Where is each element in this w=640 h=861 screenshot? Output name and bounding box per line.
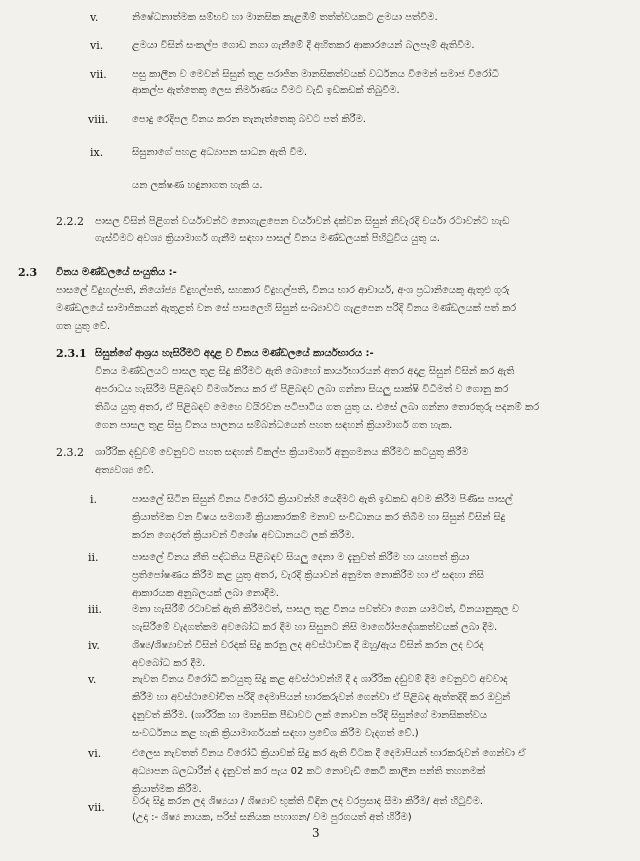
list-item-text: අධ්‍යාපන බලධාරීන් ද දැනුවත් කර පැය 02 කට නොවැඩි කෙටි කාලීන පන්ති තහනමක්: [132, 766, 486, 777]
list-item-text: නිෂේධනාත්මක සම්භව හා මානසික කැළඹීම් තත්ත්වයකට ළමයා පත්වීම.: [132, 12, 438, 23]
item-number: vi.: [88, 747, 102, 760]
item-number: vii.: [88, 801, 105, 814]
paragraph-line: අපරාධය හැසිරීම පිළිබඳව විමර්ශනය කර ඒ පිළිබඳව ලබා ගන්නා සියලු සාක්ෂි විධිමත් ව ගොනු කර: [95, 384, 509, 395]
section-number: 2.3.2: [56, 446, 84, 459]
list-item-text: පසු කාලීන ව මෙවන් සිසුන් තුළ පරාජිත මානසිකත්වයක් වර්ධනය වීමෙන් සමාජ විරෝධී: [132, 69, 499, 80]
list-item-text: ආකාරයක අනුබලයක් ලබා නොදීම.: [132, 588, 279, 599]
paragraph-line: තිබිය යුතු අතර, ඒ පිළිබඳව මෙහෙ වයිරවන පටිපාටිය ගත යුතු ය. එසේ ලබා ගන්නා තොරතුරු පදනම් කර: [95, 402, 540, 413]
list-item-text: සංවර්ධනය කළ හැකි ක්‍රියාමාර්ගයක් සඳහා ප්‍රවේශ කිරීම වැදගත් වේ.): [132, 728, 419, 739]
paragraph-line: පාසල විසින් පිළිගත් වර්යාවන්ට නොගැළපෙන වර්යාවන් දක්වන සිසුන් නිවැරදි චර්යා රටාවන්ට හැඩ: [95, 216, 510, 227]
item-number: ix.: [90, 146, 104, 159]
list-item-text: (උදා :- ශිෂ්‍ය නායක, පරිස් සනියක පහාගන/ වම පුරගයත් අත් හිරීම): [132, 812, 412, 823]
list-item-text: කරන ගෙදරත් ක්‍රියාවන් විශේෂ අවධානයට ලක් කිරීම.: [132, 530, 355, 541]
list-item-text: හැසිරීමේ වැදගත්කම අවබෝධ කර දීම හා සිසුනට නිසි මාර්ගෝපදේශකත්වයක් ලබා දීම.: [132, 622, 498, 633]
list-item-text: පාසලේ විනය නීති පද්ධතිය පිළිබඳව සියලු දෙනා ම දැනුවත් කිරීම හා යහපත් ක්‍රියා: [132, 552, 470, 563]
section-heading: විනය මණ්ඩලයේ සංයුතිය :-: [56, 267, 177, 278]
list-item-text: එලෙස නැවතත් විනය විරෝධී ක්‍රියාවක් සිදු කර ඇති විටක දී දෙමාපියන් භාරකරුවන් ගෙන්වා ඒ: [132, 748, 526, 759]
list-item-text: දැනුවත් කිරීම. (ශාරීරික හා මානසික පීඩාවට ලක් නොවන පරිදි සිසුන්ගේ මානසිකත්වය: [132, 710, 488, 721]
list-item-text: වරද සිදු කරන ලද ශිෂ්‍යයා / ශිෂ්‍යාව භුක්ති විඳින ලද වරප්‍රසාද සීමා කිරීම/ අත් හිටුවීම.: [132, 796, 484, 807]
item-number: iii.: [88, 603, 103, 616]
item-number: ii.: [88, 551, 99, 564]
paragraph-line: අත්‍යවශ්‍ය වේ.: [95, 465, 154, 476]
paragraph-line: ශාරීරික දඬුවම් වෙනුවට පහත සඳහන් විකල්ප ක්‍රියාමාර්ග අනුගමනය කිරීමට කටයුතු කිරීම: [95, 447, 469, 458]
paragraph-line: පාසලේ විදුහල්පති, නියෝජ්‍ය විදුහල්පති, සහකාර විදුහල්පති, විනය භාර ආචාර්ය, අංශ ප්‍රධානියෙකු ඇතුළු ගුරු: [56, 285, 510, 296]
list-item-text: ක්‍රියාත්මක කිරීම.: [132, 784, 202, 795]
list-item-text: පොදු රෙදිපල විනය කරන තැනැත්තෙකු බවට පත් කිරීම.: [132, 114, 366, 125]
list-item-text: මනා හැසිරීම් රටාවක් ඇති කිරීමටත්, පාසල තුළ විනය පවත්වා ගෙන යාමටත්, විනයානුකූල ව: [132, 604, 520, 615]
section-number: 2.3: [18, 266, 38, 279]
section-number: 2.3.1: [56, 347, 87, 360]
list-item-text: ළමයා විසින් සංකල්ප ගොඩ නගා ගැනීමේ දී අහිතකර ආකාරයෙන් බලපෑම් ඇතිවීම.: [132, 40, 475, 51]
list-item-text: නැවත විනය විරෝධී කටයුතු සිදු කළ අවස්ථාවන්හි දී ද ශාරීරික දඬුවම් දීම වෙනුවට අවවාද: [132, 674, 508, 685]
list-item-text: පාසලේ සිටින සිසුන් විනය විරෝධී ක්‍රියාවන්හි යෙදීමට ඇති ඉඩකඩ අවම කිරීම පිණිස පාසල්: [132, 494, 513, 505]
paragraph-line: ගත යුතු වේ.: [56, 321, 111, 332]
list-item-text: සිසුනාගේ පහළ අධ්‍යාපන සාධන ඇති වීම.: [132, 147, 308, 158]
list-item-text: ආකල්ප ඇත්තෙකු ලෙස නිර්මාණය වීමට වැඩි ඉඩකඩක් තිබුවීම.: [132, 85, 400, 96]
section-number: 2.2.2: [56, 215, 84, 228]
list-item-text: ප්‍රතිපෝෂණය කිරීම කළ යුතු අතර, වැරදි ක්‍රියාවන් අනුමත නොකිරීම හා ඒ සඳහා නිසි: [132, 570, 484, 581]
list-item-text: අවබෝධ කර දීම.: [132, 658, 206, 669]
paragraph-line: විනය මණ්ඩලයට පාසල තුළ සිදු කිරීමට ඇති බොහෝ කාර්යභාරයන් අතර අදාළ සිසුන් විසින් කර ඇති: [95, 366, 515, 377]
item-number: vi.: [90, 39, 104, 52]
list-item-text: ශිෂ්‍ය/ශිෂ්‍යාවන් විසින් වරදක් සිදු කරනු ලද අවස්ථාවක දී ඔහු/ඇය විසින් කරන ලද වරද: [132, 640, 484, 651]
item-number: i.: [90, 493, 98, 506]
item-number: vii.: [90, 68, 107, 81]
item-number: iv.: [88, 639, 100, 652]
list-item-text: කිරීම හා අවස්ථාවෝචිත පරිදි දෙමාපියන් භාරකරුවන් ගෙන්වා ඒ පිළිබඳ ඇත්තදිදි කර ඔවුන්: [132, 692, 511, 703]
paragraph-line: ගැස්වීමට අවශ්‍ය ක්‍රියාමාර්ග ගැනීම සඳහා පාසල් විනය මණ්ඩලයක් පිහිටුවිය යුතු ය.: [95, 233, 440, 244]
item-number: v.: [88, 673, 97, 686]
page-number: 3: [312, 826, 320, 840]
paragraph-line: ගෙන පාසල තුළ සිසු විනය පාලනය සම්බන්ධයෙන් පහත සඳහන් ක්‍රියාමාර්ග ගත හැක.: [95, 420, 453, 431]
list-item-text: ක්‍රියාත්මක වන විෂය සමගාමී ක්‍රියාකාරකම් මනාව සංවිධානය කර තිබීම හා සිසුන් විසින් සිදු: [132, 512, 506, 523]
section-heading: සිසුන්ගේ ආශ්‍රය හැසිරීමට අදාළ ව විනය මණ්ඩලයේ කාර්යභාරය :-: [95, 348, 374, 359]
identified-note: යන ලක්ෂණ හඳුනාගත හැකි ය.: [132, 180, 263, 191]
item-number: viii.: [88, 113, 109, 126]
paragraph-line: මණ්ඩලයේ සාමාජිකයන් ඇතුළත් වන සේ පාසලෙහි සිසුන් සංඛ්‍යාවට ගැළපෙන පරිදි විනය මණ්ඩලයක් පත් කර: [56, 303, 517, 314]
item-number: v.: [90, 11, 99, 24]
